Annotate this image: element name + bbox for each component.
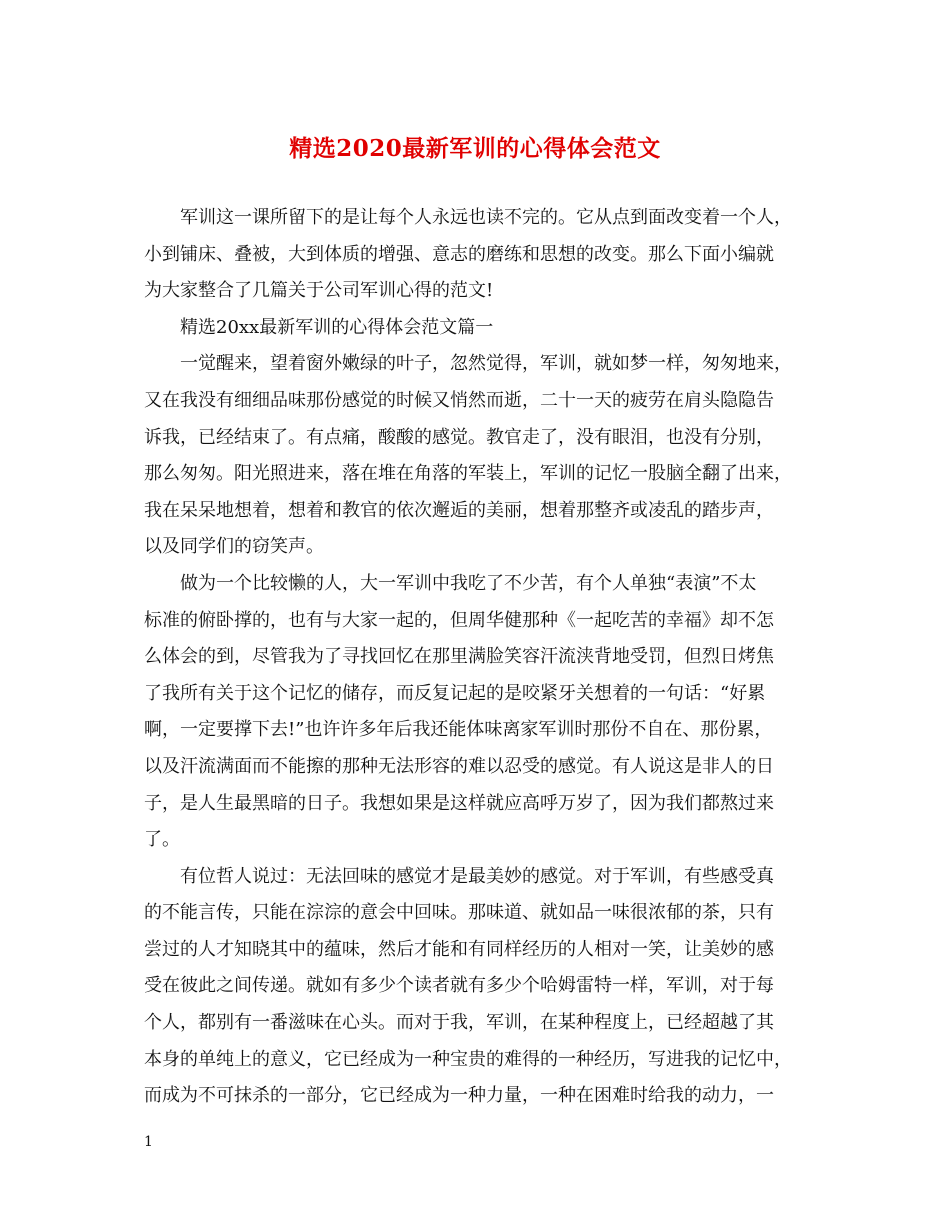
paragraph-line: 有位哲人说过：无法回味的感觉才是最美妙的感觉。对于军训，有些感受真 <box>180 865 774 887</box>
paragraph-line: 了。 <box>144 829 180 851</box>
paragraph-line: 以及同学们的窃笑声。 <box>144 536 324 558</box>
document-body <box>144 200 834 1115</box>
document-title: 精选2020最新军训的心得体会范文 <box>289 135 661 162</box>
paragraph-line: 啊，一定要撑下去!”也许许多年后我还能体味离家军训时那份不自在、那份累， <box>144 719 773 741</box>
paragraph-line: 我在呆呆地想着，想着和教官的依次邂逅的美丽，想着那整齐或凌乱的踏步声， <box>144 499 774 521</box>
paragraph-line: 又在我没有细细品味那份感觉的时候又悄然而逝，二十一天的疲劳在肩头隐隐告 <box>144 389 774 411</box>
paragraph-line: 子，是人生最黑暗的日子。我想如果是这样就应高呼万岁了，因为我们都熬过来 <box>144 792 774 814</box>
paragraph-line: 那么匆匆。阳光照进来，落在堆在角落的军装上，军训的记忆一股脑全翻了出来， <box>144 463 792 485</box>
paragraph-line: 而成为不可抹杀的一部分，它已经成为一种力量，一种在困难时给我的动力，一 <box>144 1085 774 1107</box>
page-number: 1 <box>144 1134 153 1150</box>
paragraph-line: 以及汗流满面而不能擦的那种无法形容的难以忍受的感觉。有人说这是非人的日 <box>144 755 774 777</box>
paragraph-line: 诉我，已经结束了。有点痛，酸酸的感觉。教官走了，没有眼泪，也没有分别， <box>144 426 774 448</box>
paragraph-line: 一觉醒来，望着窗外嫩绿的叶子，忽然觉得，军训，就如梦一样，匆匆地来， <box>180 353 792 375</box>
paragraph-line: 做为一个比较懒的人，大一军训中我吃了不少苦，有个人单独“表演”不太 <box>180 572 757 594</box>
paragraph-line: 么体会的到，尽管我为了寻找回忆在那里满脸笑容汗流浃背地受罚，但烈日烤焦 <box>144 646 774 668</box>
paragraph-line: 了我所有关于这个记忆的储存，而反复记起的是咬紧牙关想着的一句话：“好累 <box>144 682 766 704</box>
paragraph-line: 标准的俯卧撑的，也有与大家一起的，但周华健那种《一起吃苦的幸福》却不怎 <box>144 609 774 631</box>
paragraph-line: 受在彼此之间传递。就如有多少个读者就有多少个哈姆雷特一样，军训，对于每 <box>144 975 774 997</box>
paragraph-line: 小到铺床、叠被，大到体质的增强、意志的磨练和思想的改变。那么下面小编就 <box>144 243 774 265</box>
paragraph-line: 军训这一课所留下的是让每个人永远也读不完的。它从点到面改变着一个人， <box>180 207 792 228</box>
paragraph-line: 为大家整合了几篇关于公司军训心得的范文! <box>144 280 494 302</box>
paragraph-line: 本身的单纯上的意义，它已经成为一种宝贵的难得的一种经历，写进我的记忆中， <box>144 1048 792 1070</box>
paragraph-line: 个人，都别有一番滋味在心头。而对于我，军训，在某种程度上，已经超越了其 <box>144 1012 774 1034</box>
paragraph-line: 尝过的人才知晓其中的蕴味，然后才能和有同样经历的人相对一笑，让美妙的感 <box>144 938 774 960</box>
paragraph-line: 的不能言传，只能在淙淙的意会中回味。那味道、就如品一味很浓郁的茶，只有 <box>144 902 774 924</box>
section-heading: 精选20xx最新军训的心得体会范文篇一 <box>180 316 494 338</box>
